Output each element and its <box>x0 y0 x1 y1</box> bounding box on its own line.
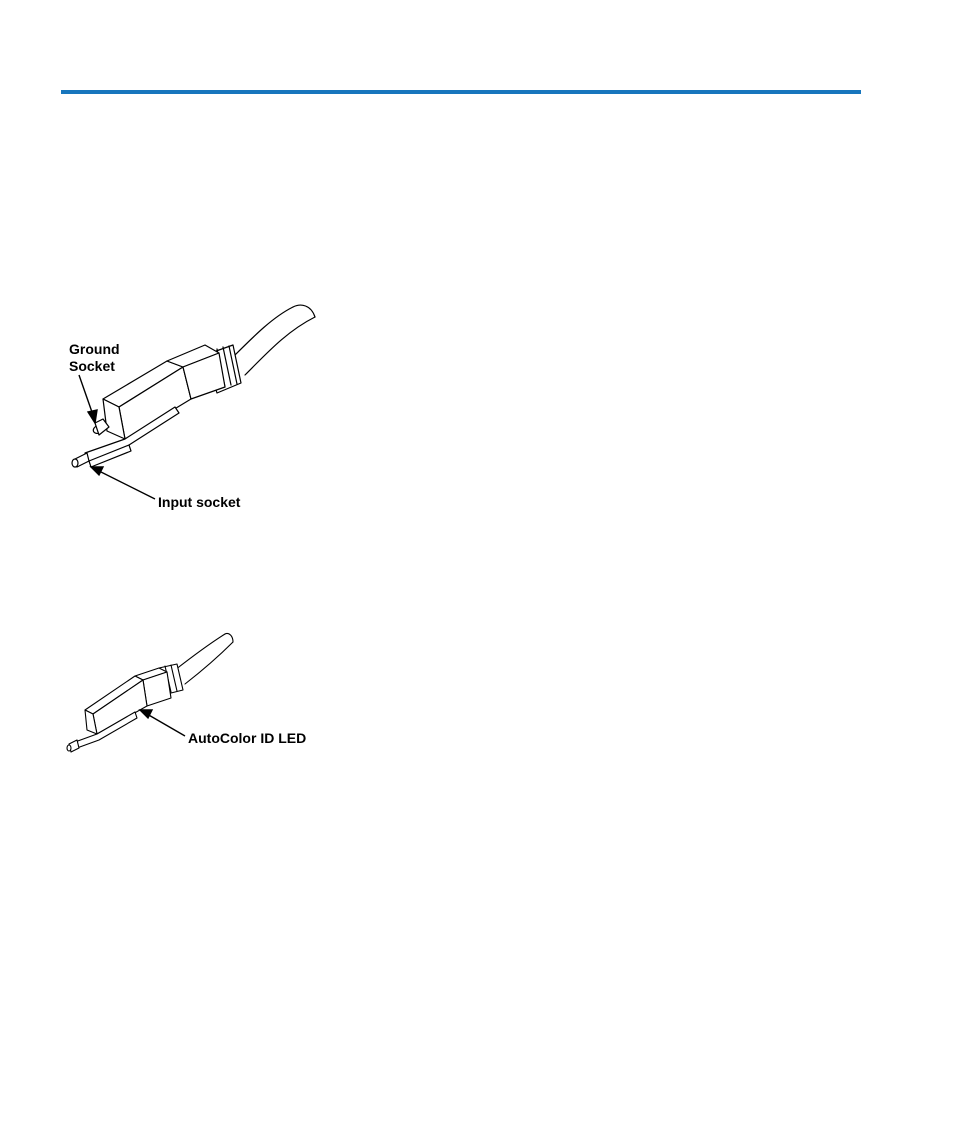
probe-led-figure <box>55 628 335 763</box>
input-socket-label: Input socket <box>158 494 241 510</box>
ground-socket-label-line2: Socket <box>69 358 115 374</box>
ground-socket-label-line1: Ground <box>69 341 120 357</box>
header-rule <box>61 90 861 94</box>
probe-tip-illustration-icon <box>55 295 325 520</box>
probe-tip-figure <box>55 295 325 520</box>
autocolor-led-label: AutoColor ID LED <box>188 730 307 746</box>
